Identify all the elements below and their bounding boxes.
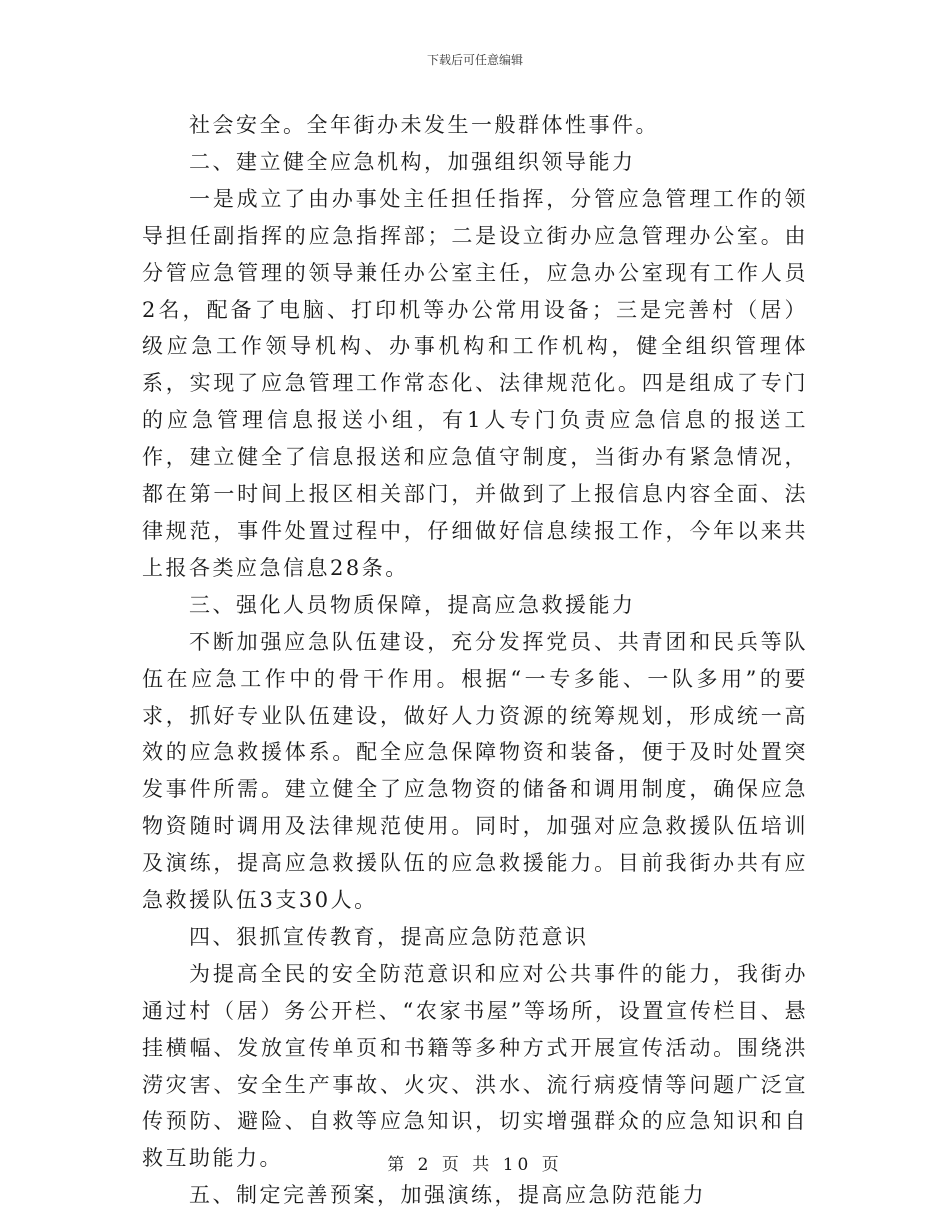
section-heading-3: 三、强化人员物质保障，提高应急救援能力 xyxy=(189,592,636,617)
section-heading-4: 四、狠抓宣传教育，提高应急防范意识 xyxy=(189,924,589,949)
paragraph-section-2: 一是成立了由办事处主任担任指挥，分管应急管理工作的领导担任副指挥的应急指挥部；二是设立街办应急管理办公室。由分管应急管理的领导兼任办公室主任，应急办公室现有工作人员2名，配备了电脑、打印机等办公常用设备；三是完善村（居）级应急工作领导机构、办事机构和工作机构，健全组织管理体系，实现了应急管理工作常态化、法律规范化。四是组成了专门的应急管理信息报送小组，有1人专门负责应急信息的报送工作，建立健全了信息报送和应急值守制度，当街办有紧急情况，都在第一时间上报区相关部门，并做到了上报信息内容全面、法律规范，事件处置过程中，仔细做好信息续报工作，今年以来共上报各类应急信息28条。 xyxy=(142,186,808,580)
paragraph-section-3: 不断加强应急队伍建设，充分发挥党员、共青团和民兵等队伍在应急工作中的骨干作用。根据“一专多能、一队多用”的要求，抓好专业队伍建设，做好人力资源的统筹规划，形成统一高效的应急救援体系。配全应急保障物资和装备，便于及时处置突发事件所需。建立健全了应急物资的储备和调用制度，确保应急物资随时调用及法律规范使用。同时，加强对应急救援队伍培训及演练，提高应急救援队伍的应急救援能力。目前我街办共有应急救援队伍3支30人。 xyxy=(142,629,808,913)
page-header: 下载后可任意编辑 xyxy=(426,53,523,67)
paragraph-intro-continuation: 社会安全。全年街办未发生一般群体性事件。 xyxy=(189,113,659,137)
section-heading-2: 二、建立健全应急机构，加强组织领导能力 xyxy=(189,149,636,174)
paragraph-section-4: 为提高全民的安全防范意识和应对公共事件的能力，我街办通过村（居）务公开栏、“农家书屋”等场所，设置宣传栏目、悬挂横幅、发放宣传单页和书籍等多种方式开展宣传活动。围绕洪涝灾害、安全生产事故、火灾、洪水、流行病疫情等问题广泛宣传预防、避险、自救等应急知识，切实增强群众的应急知识和自救互助能力。 xyxy=(142,961,808,1171)
page-footer: 第 2 页 共 10 页 xyxy=(387,1155,563,1175)
section-heading-5: 五、制定完善预案，加强演练，提高应急防范能力 xyxy=(189,1183,706,1208)
document-body xyxy=(142,107,808,1214)
